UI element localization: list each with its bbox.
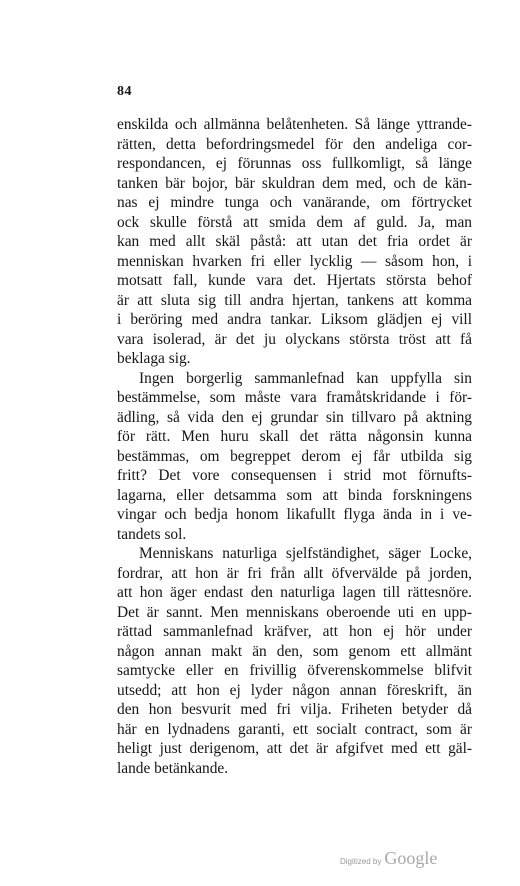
text-line: är att sluta sig till andra hjertan, tankens att komma — [117, 291, 472, 309]
text-line: fritt? Det vore consequensen i strid mot förnufts- — [117, 467, 472, 484]
text-line: ock skulle förstå att smida dem af guld. Ja, man — [117, 213, 472, 231]
text-line: att hon äger endast den naturliga lagen till rättesnöre. — [117, 584, 472, 601]
text-line: i beröring med andra tankar. Liksom glädjen ej vill — [117, 311, 472, 328]
text-line: den hon besvurit med fri vilja. Friheten betyder då — [117, 701, 472, 718]
text-line: heligt just derigenom, att det är afgifvet med ett gäl- — [117, 740, 472, 757]
text-line: Det är sannt. Men menniskans oberoende uti en upp- — [117, 603, 472, 621]
text-line: menniskan hvarken fri eller lycklig — såsom hon, i — [117, 252, 472, 270]
text-line: bestämmelse, som måste vara framåtskridande i för- — [117, 389, 472, 406]
text-line: enskilda och allmänna belåtenheten. Så länge yttrande- — [117, 116, 472, 133]
page-number: 84 — [117, 84, 132, 99]
watermark-prefix: Digitized by — [340, 857, 382, 866]
text-line: rättad sammanlefnad kräfver, att hon ej hör under — [117, 623, 472, 640]
text-line: Ingen borgerlig sammanlefnad kan uppfylla sin — [139, 369, 472, 387]
text-line: beklaga sig. — [117, 350, 191, 367]
text-line: lande betänkande. — [117, 759, 229, 777]
digitized-watermark — [340, 848, 437, 869]
text-line: bestämmas, om begreppet derom ej får utbilda sig — [117, 447, 472, 465]
text-line: ädling, så vida den ej grundar sin tillvaro på aktning — [117, 408, 472, 426]
text-line: utsedd; att hon ej lyder någon annan föreskrift, än — [117, 681, 472, 699]
text-line: tandets sol. — [117, 525, 187, 543]
text-line: här en lydnadens garanti, ett socialt contract, som är — [117, 720, 472, 738]
text-line: Menniskans naturliga sjelfständighet, säger Locke, — [139, 545, 472, 562]
text-line: vara isolerad, är det ju olyckans största tröst att få — [117, 330, 472, 348]
text-line: för rätt. Men huru skall det rätta någonsin kunna — [117, 428, 472, 445]
text-line: samtycke eller en frivillig öfverenskommelse blifvit — [117, 662, 472, 679]
watermark-brand: Google — [384, 848, 438, 868]
text-line: fordrar, att hon är fri från allt öfvervälde på jorden, — [117, 564, 472, 582]
text-line: tanken bär bojor, bär skuldran dem med, och de kän- — [117, 174, 472, 192]
text-line: någon annan makt än den, som genom ett allmänt — [117, 642, 472, 660]
text-line: rätten, detta befordringsmedel för den andeliga cor- — [117, 135, 472, 153]
text-line: lagarna, eller detsamma som att binda forskningens — [117, 486, 472, 504]
text-line: nas ej mindre tunga och vanärande, om förtrycket — [117, 194, 472, 211]
text-line: respondancen, ej förunnas oss fullkomligt, så länge — [117, 155, 472, 172]
text-line: kan med allt skäl påstå: att utan det fria ordet är — [117, 233, 472, 250]
text-line: vingar och bedja honom likafullt flyga ända in i ve- — [117, 506, 472, 523]
body-text — [117, 115, 472, 778]
text-line: motsatt fall, kunde vara det. Hjertats största behof — [117, 272, 472, 289]
